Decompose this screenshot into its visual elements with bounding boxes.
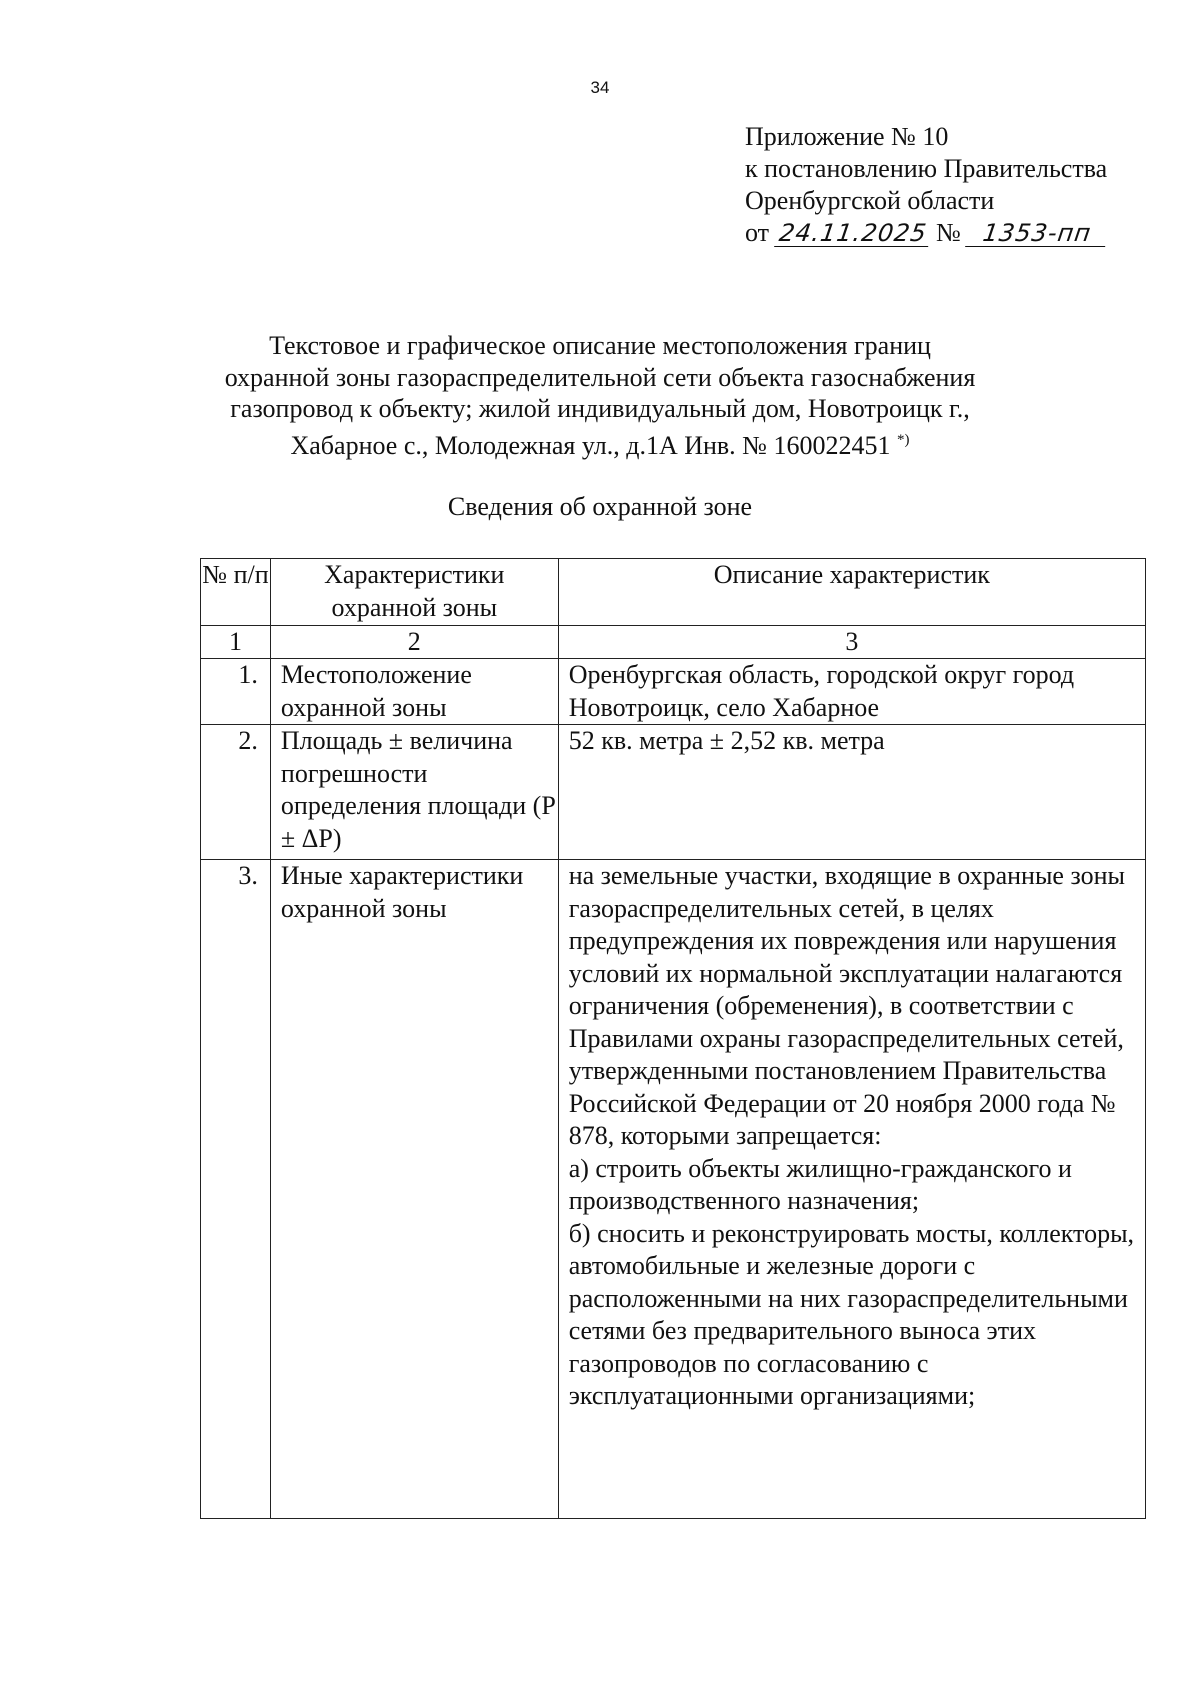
index-cell-2: 2 bbox=[270, 626, 558, 659]
row-characteristic: Площадь ± величина погрешности определения площади (P ± ΔP) bbox=[270, 725, 558, 860]
appendix-title: Приложение № 10 bbox=[745, 122, 949, 151]
index-cell-3: 3 bbox=[558, 626, 1145, 659]
appendix-from-prefix: от bbox=[745, 218, 770, 247]
number-sign: № bbox=[936, 218, 961, 247]
page-number: 34 bbox=[590, 78, 610, 97]
appendix-date-number-line bbox=[745, 217, 1107, 249]
index-cell-1: 1 bbox=[201, 626, 271, 659]
header-description: Описание характеристик bbox=[558, 559, 1145, 626]
row-characteristic: Иные характеристики охранной зоны bbox=[270, 860, 558, 1519]
section-title: Сведения об охранной зоне bbox=[447, 492, 753, 521]
handwritten-number: 1353-пп bbox=[965, 220, 1109, 247]
table-index-row bbox=[201, 626, 1146, 659]
description-paragraph: б) сносить и реконструировать мосты, коллекторы, автомобильные и железные дороги с расположенными на них газораспределительными сетями без предварительного выноса этих газопроводов по согласованию с эксплуатационными организациями; bbox=[568, 1218, 1135, 1410]
title-line-2: охранной зоны газораспределительной сети объекта газоснабжения bbox=[224, 362, 976, 392]
appendix-block bbox=[745, 121, 1107, 249]
footnote-mark: *) bbox=[897, 431, 910, 448]
table-row bbox=[201, 725, 1146, 860]
title-line-4-text: Хабарное с., Молодежная ул., д.1А Инв. № 160022451 bbox=[290, 430, 891, 460]
description-paragraph: а) строить объекты жилищно-гражданского и производственного назначения; bbox=[568, 1153, 1072, 1215]
appendix-resolution-line: к постановлению Правительства bbox=[745, 154, 1108, 183]
row-characteristic: Местоположение охранной зоны bbox=[270, 659, 558, 725]
description-paragraph: Оренбургская область, городской округ город Новотроицк, село Хабарное bbox=[568, 660, 1075, 722]
document-title bbox=[150, 330, 1050, 461]
row-number: 1. bbox=[201, 659, 271, 725]
description-paragraph: 52 кв. метра ± 2,52 кв. метра bbox=[568, 726, 885, 755]
title-line-3: газопровод к объекту; жилой индивидуальный дом, Новотроицк г., bbox=[230, 394, 970, 423]
appendix-region-line: Оренбургской области bbox=[745, 186, 995, 215]
row-description bbox=[558, 659, 1145, 725]
zone-info-table bbox=[200, 558, 1146, 1519]
table-row bbox=[201, 860, 1146, 1519]
title-line-1: Текстовое и графическое описание местоположения границ bbox=[269, 331, 931, 360]
table-row bbox=[201, 659, 1146, 725]
row-description bbox=[558, 860, 1145, 1519]
header-number: № п/п bbox=[201, 559, 271, 626]
header-characteristic: Характеристики охранной зоны bbox=[270, 559, 558, 626]
row-number: 2. bbox=[201, 725, 271, 860]
description-paragraph: на земельные участки, входящие в охранные зоны газораспределительных сетей, в целях предупреждения их повреждения или нарушения условий их нормальной эксплуатации налагаются ограничения (обременения), в соответствии с Правилами охраны газораспределительных сетей, утвержденными постановлением Правительства Российской Федерации от 20 ноября 2000 года № 878, которыми запрещается: bbox=[568, 861, 1125, 1150]
row-description bbox=[558, 725, 1145, 860]
row-number: 3. bbox=[201, 860, 271, 1519]
title-line-4 bbox=[150, 425, 1050, 462]
handwritten-date: 24.11.2025 bbox=[774, 220, 932, 247]
table-header-row bbox=[201, 559, 1146, 626]
